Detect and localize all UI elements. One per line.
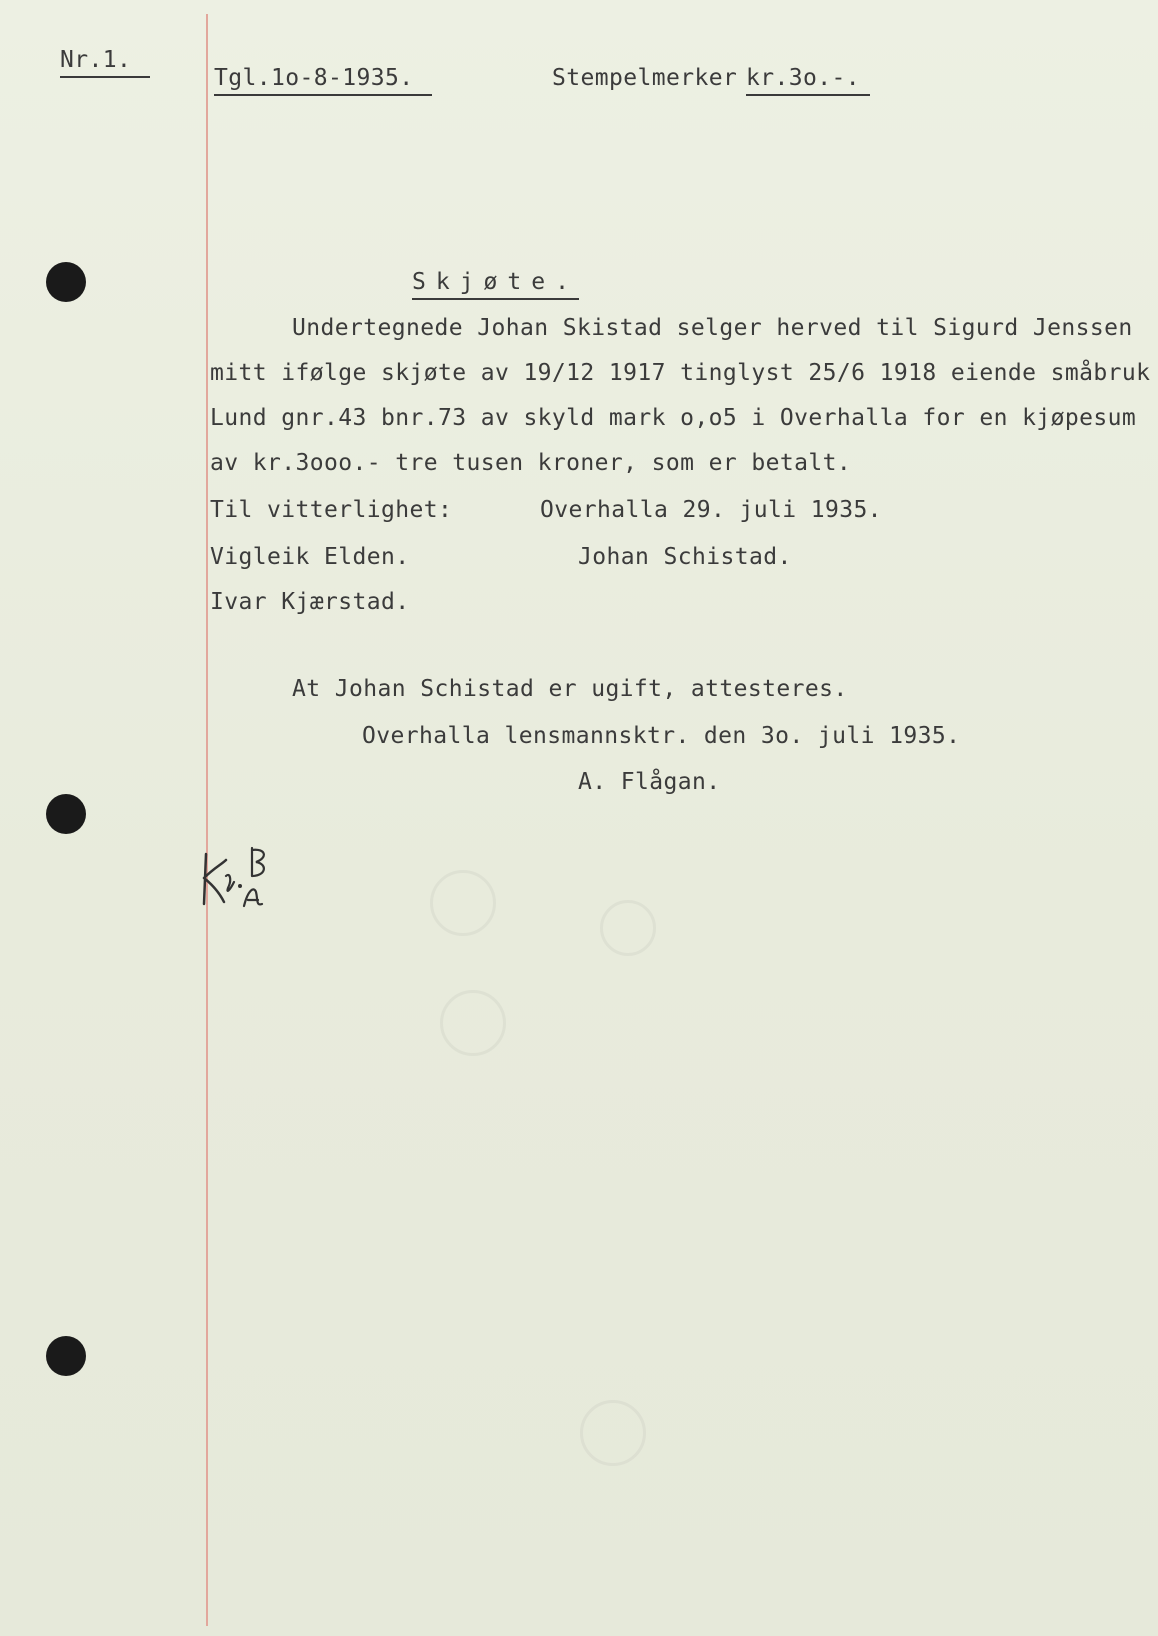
show-through-mark	[580, 1400, 646, 1466]
body-line: Undertegnede Johan Skistad selger herved til Sigurd Jenssen	[292, 315, 1133, 341]
attestation-line-1: At Johan Schistad er ugift, attesteres.	[292, 676, 848, 702]
show-through-mark	[440, 990, 506, 1056]
body-line: Lund gnr.43 bnr.73 av skyld mark o,o5 i Overhalla for en kjøpesum	[210, 405, 1137, 431]
seller-signature: Johan Schistad.	[578, 544, 792, 570]
punch-hole-bottom	[46, 1336, 86, 1376]
attestation-signer: A. Flågan.	[578, 769, 721, 795]
registration-date: Tgl.1o-8-1935.	[214, 64, 432, 96]
show-through-mark	[600, 900, 656, 956]
stamp-label: Stempelmerker	[552, 65, 738, 91]
show-through-mark	[430, 870, 496, 936]
witness-1: Vigleik Elden.	[210, 544, 410, 570]
witness-2: Ivar Kjærstad.	[210, 589, 410, 615]
margin-line	[206, 14, 208, 1626]
stamp-value: kr.3o.-.	[746, 64, 870, 96]
record-number: Nr.1.	[60, 46, 150, 78]
handwritten-mark	[196, 842, 286, 922]
place-date: Overhalla 29. juli 1935.	[540, 497, 882, 523]
document-title: Skjøte.	[412, 268, 579, 300]
witness-label: Til vitterlighet:	[210, 497, 453, 523]
body-line: av kr.3ooo.- tre tusen kroner, som er betalt.	[210, 450, 852, 476]
punch-hole-top	[46, 262, 86, 302]
attestation-line-2: Overhalla lensmannsktr. den 3o. juli 1935.	[362, 723, 961, 749]
punch-hole-middle	[46, 794, 86, 834]
body-line: mitt ifølge skjøte av 19/12 1917 tinglyst 25/6 1918 eiende småbruk	[210, 360, 1151, 386]
